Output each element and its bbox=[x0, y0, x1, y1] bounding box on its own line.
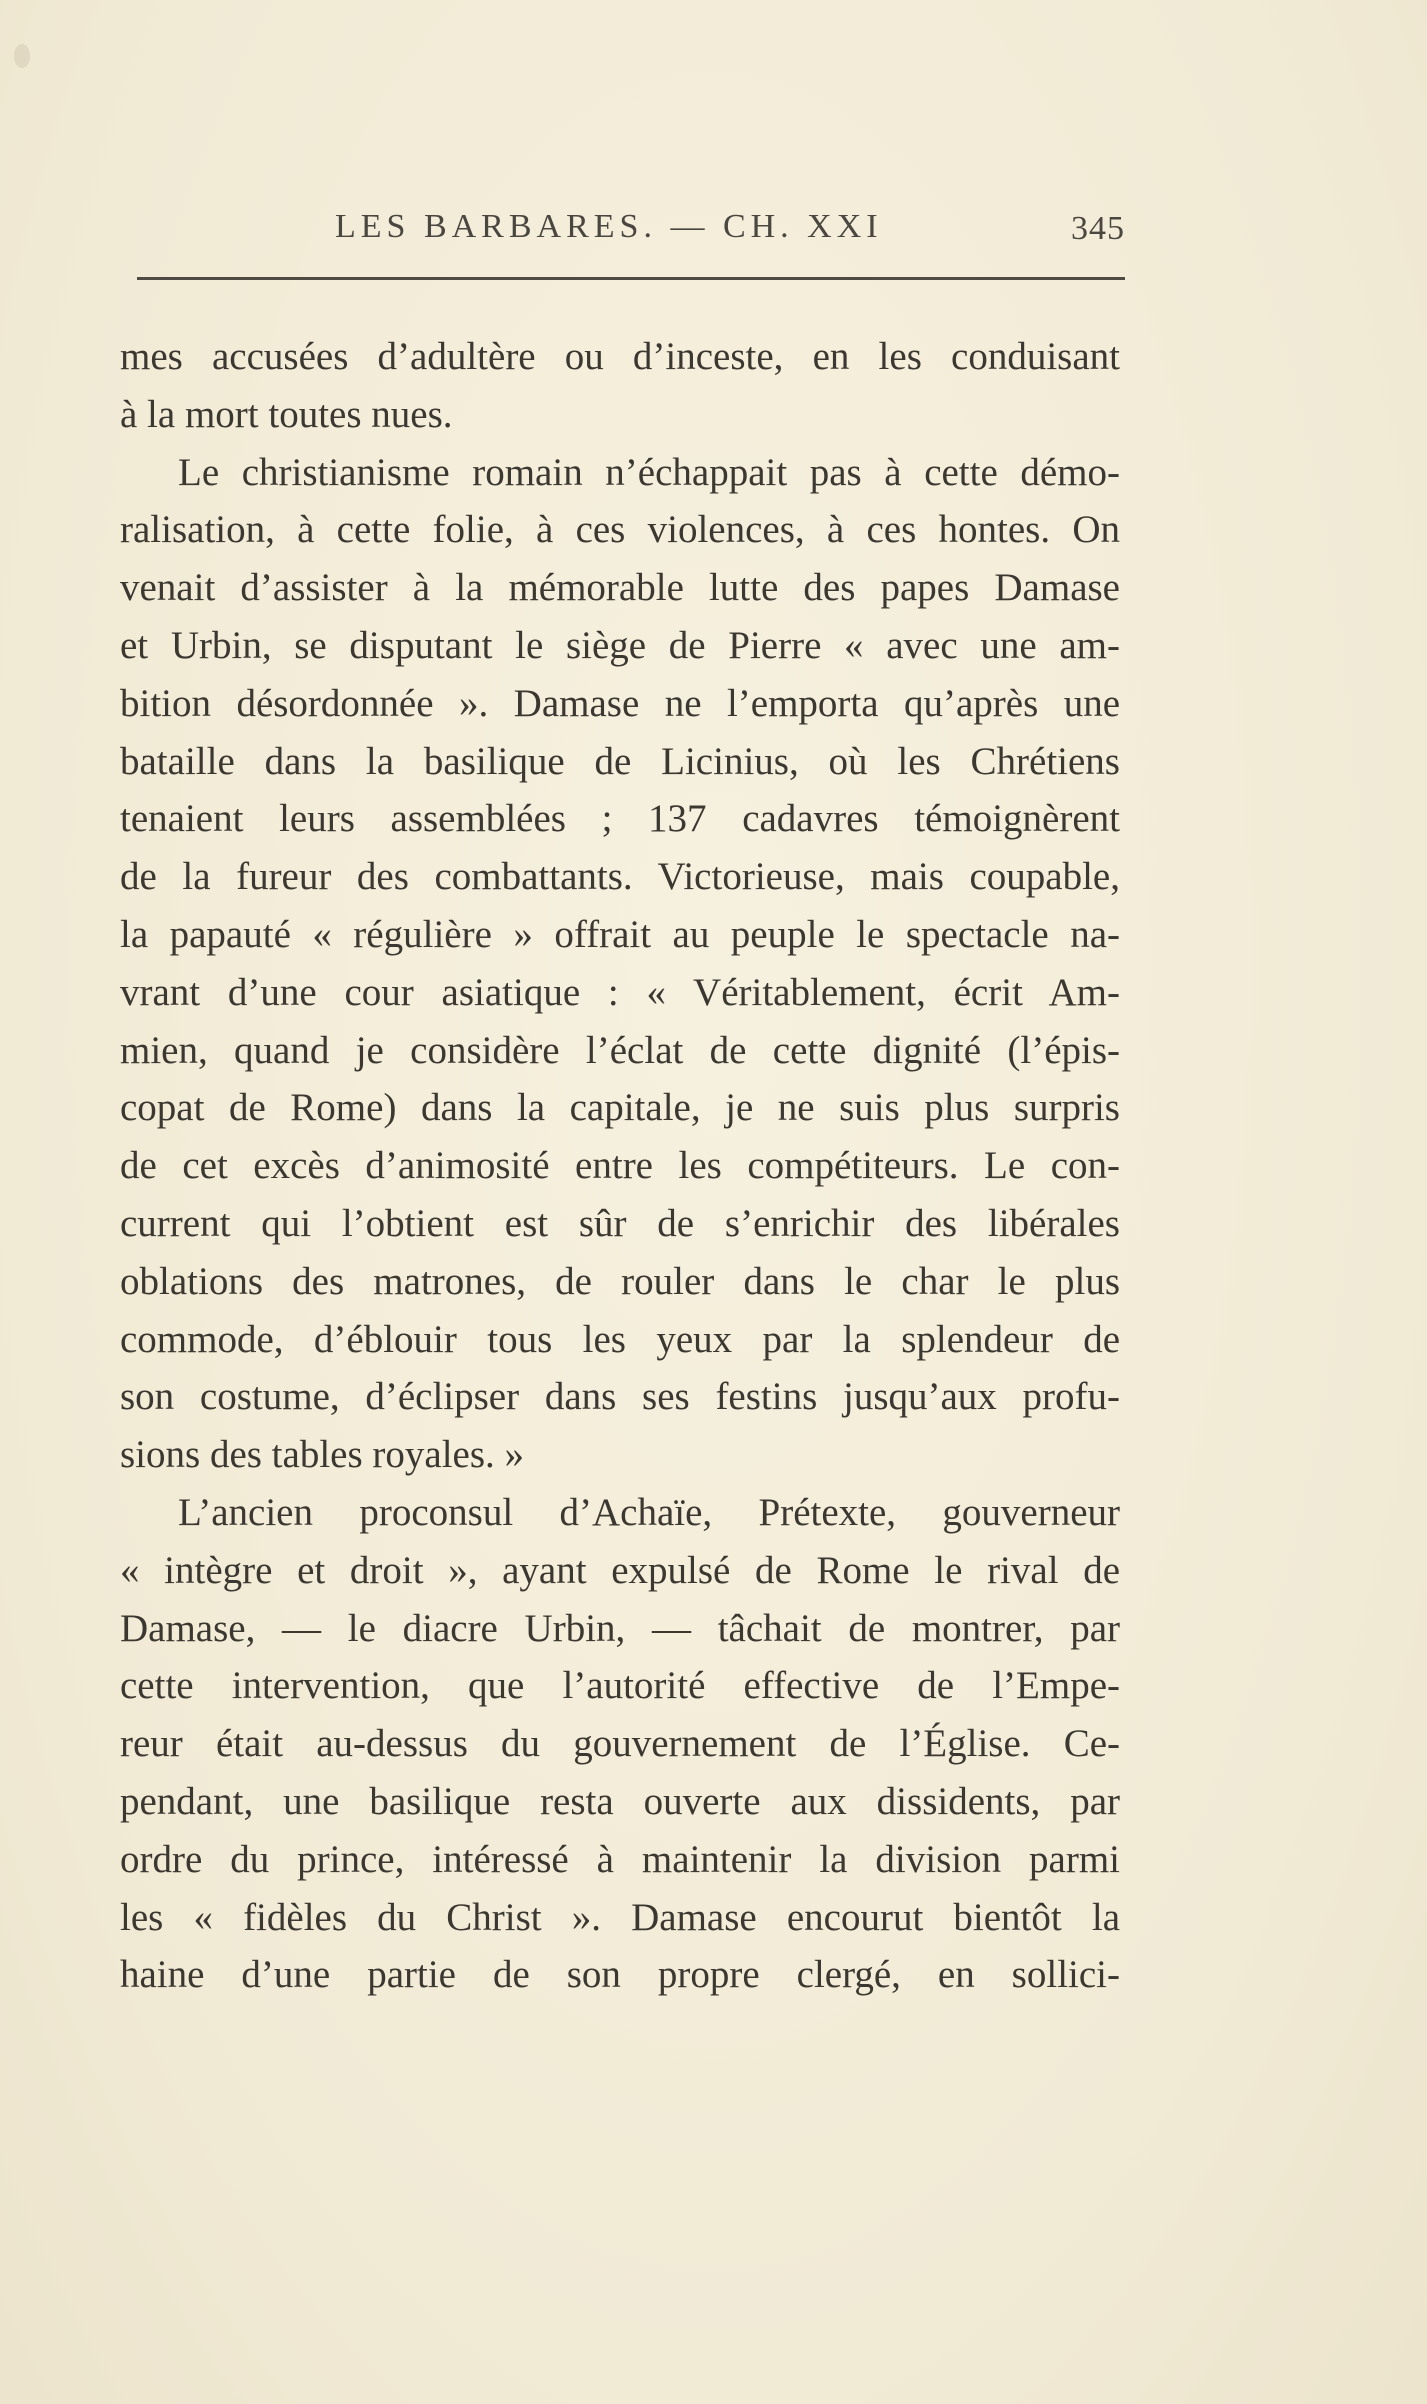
header-rule bbox=[137, 277, 1125, 280]
text-line: mien, quand je considère l’éclat de cette dignité (l’épis- bbox=[120, 1028, 1120, 1072]
text-line: L’ancien proconsul d’Achaïe, Prétexte, gouverneur bbox=[178, 1490, 1120, 1534]
text-line: pendant, une basilique resta ouverte aux dissidents, par bbox=[120, 1779, 1120, 1823]
text-line: les « fidèles du Christ ». Damase encourut bientôt la bbox=[120, 1895, 1120, 1939]
body-text bbox=[120, 328, 1120, 2004]
text-line: haine d’une partie de son propre clergé, en sollici- bbox=[120, 1953, 1120, 1997]
text-line: commode, d’éblouir tous les yeux par la splendeur de bbox=[120, 1317, 1120, 1361]
text-line: la papauté « régulière » offrait au peuple le spectacle na- bbox=[120, 912, 1120, 956]
text-line: Damase, — le diacre Urbin, — tâchait de montrer, par bbox=[120, 1606, 1120, 1650]
text-line: son costume, d’éclipser dans ses festins jusqu’aux profu- bbox=[120, 1375, 1120, 1419]
text-line: de la fureur des combattants. Victorieuse, mais coupable, bbox=[120, 855, 1120, 899]
text-line: vrant d’une cour asiatique : « Véritablement, écrit Am- bbox=[120, 970, 1120, 1014]
text-line: current qui l’obtient est sûr de s’enrichir des libérales bbox=[120, 1201, 1120, 1245]
text-line: ralisation, à cette folie, à ces violences, à ces hontes. On bbox=[120, 508, 1120, 552]
running-header bbox=[135, 200, 1125, 260]
text-line: cette intervention, que l’autorité effective de l’Empe- bbox=[120, 1664, 1120, 1708]
text-line: Le christianisme romain n’échappait pas à cette démo- bbox=[178, 450, 1120, 494]
text-line: bition désordonnée ». Damase ne l’emporta qu’après une bbox=[120, 681, 1120, 725]
running-title: LES BARBARES. — CH. XXI bbox=[335, 208, 883, 245]
text-line: « intègre et droit », ayant expulsé de Rome le rival de bbox=[120, 1548, 1120, 1592]
text-line: à la mort toutes nues. bbox=[120, 392, 453, 436]
text-line: ordre du prince, intéressé à maintenir la division parmi bbox=[120, 1837, 1120, 1881]
text-line: copat de Rome) dans la capitale, je ne suis plus surpris bbox=[120, 1086, 1120, 1130]
text-line: mes accusées d’adultère ou d’inceste, en les conduisant bbox=[120, 335, 1120, 378]
text-line: oblations des matrones, de rouler dans le char le plus bbox=[120, 1259, 1120, 1303]
text-line: tenaient leurs assemblées ; 137 cadavres témoignèrent bbox=[120, 797, 1120, 841]
paper-stain bbox=[14, 44, 30, 68]
text-line: de cet excès d’animosité entre les compétiteurs. Le con- bbox=[120, 1144, 1120, 1188]
text-line: et Urbin, se disputant le siège de Pierre « avec une am- bbox=[120, 623, 1120, 667]
text-line: venait d’assister à la mémorable lutte des papes Damase bbox=[120, 566, 1120, 610]
text-line: reur était au-dessus du gouvernement de l’Église. Ce- bbox=[120, 1722, 1120, 1766]
text-line: sions des tables royales. » bbox=[120, 1433, 525, 1477]
text-line: bataille dans la basilique de Licinius, où les Chrétiens bbox=[120, 739, 1120, 783]
page-number: 345 bbox=[1071, 210, 1125, 247]
